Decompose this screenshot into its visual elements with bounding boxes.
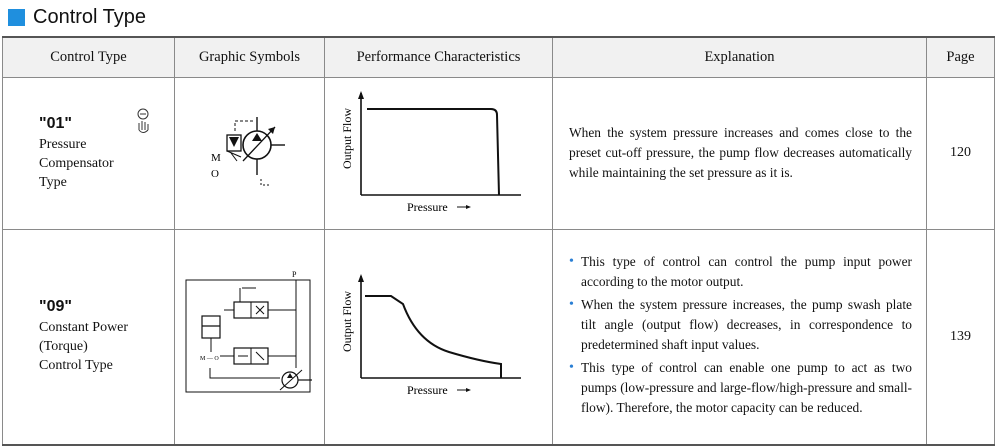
- list-item: • This type of control can enable one pump to act as two pumps (low-pressure and large-flow/high-pressure and small-flow). Therefore, the motor capacity can be reduced.: [569, 358, 912, 418]
- series-line: [365, 296, 501, 378]
- page-number: 120: [927, 77, 995, 229]
- control-type-cell: [3, 229, 175, 445]
- list-item: • When the system pressure increases, the pump swash plate tilt angle (output flow) decreases, in correspondence to predetermined shaft input values.: [569, 295, 912, 355]
- list-item: • This type of control can control the pump input power according to the motor output.: [569, 252, 912, 292]
- control-code: "01": [39, 114, 72, 132]
- control-name: Pressure Compensator Type: [39, 136, 114, 190]
- constant-power-symbol: [180, 268, 320, 400]
- y-axis-arrow-icon: [358, 274, 364, 282]
- series-line: [367, 109, 499, 195]
- explanation-cell: [553, 229, 927, 445]
- y-axis-label: Output Flow: [339, 107, 354, 169]
- y-axis-label: Output Flow: [339, 291, 354, 353]
- x-axis-label: Pressure: [406, 383, 448, 398]
- section-heading: [8, 4, 146, 30]
- column-header-control-type: Control Type: [3, 37, 175, 77]
- x-arrow-head-icon: [466, 205, 471, 209]
- column-header-performance: Performance Characteristics: [325, 37, 553, 77]
- performance-chart-cell: [325, 229, 553, 445]
- performance-chart: [339, 83, 539, 219]
- performance-chart-cell: [325, 77, 553, 229]
- control-name: Constant Power (Torque) Control Type: [39, 320, 129, 374]
- control-type-cell: [3, 77, 175, 229]
- table-row: [3, 77, 995, 229]
- table-header-row: [3, 37, 995, 77]
- section-title: Control Type: [33, 5, 147, 28]
- control-code: "09": [39, 298, 72, 316]
- port-o-label: O: [210, 167, 219, 180]
- symbol-frame: [186, 280, 310, 392]
- adjust-hand-icon: [134, 108, 152, 138]
- graphic-symbol-cell: [175, 229, 325, 445]
- heading-marker-icon: [8, 9, 25, 26]
- control-type-table: [2, 36, 995, 446]
- graphic-symbol-cell: [175, 77, 325, 229]
- x-arrow-head-icon: [466, 388, 471, 392]
- performance-chart: [339, 266, 539, 402]
- column-header-graphic-symbols: Graphic Symbols: [175, 37, 325, 77]
- column-header-page: Page: [927, 37, 995, 77]
- port-m-label: M: [210, 151, 221, 164]
- table-row: [3, 229, 995, 445]
- port-p-label: P: [291, 270, 296, 280]
- explanation-bullets: [569, 252, 912, 418]
- pressure-compensator-symbol: [205, 109, 295, 193]
- svg-text:M — O: M — O: [199, 356, 219, 363]
- page-number: 139: [927, 229, 995, 445]
- y-axis-arrow-icon: [358, 91, 364, 99]
- x-axis-label: Pressure: [406, 199, 448, 214]
- explanation-text: When the system pressure increases and comes close to the preset cut-off pressure, the pump flow decreases automatically while maintaining the set pressure as it is.: [569, 125, 912, 180]
- explanation-cell: [553, 77, 927, 229]
- column-header-explanation: Explanation: [553, 37, 927, 77]
